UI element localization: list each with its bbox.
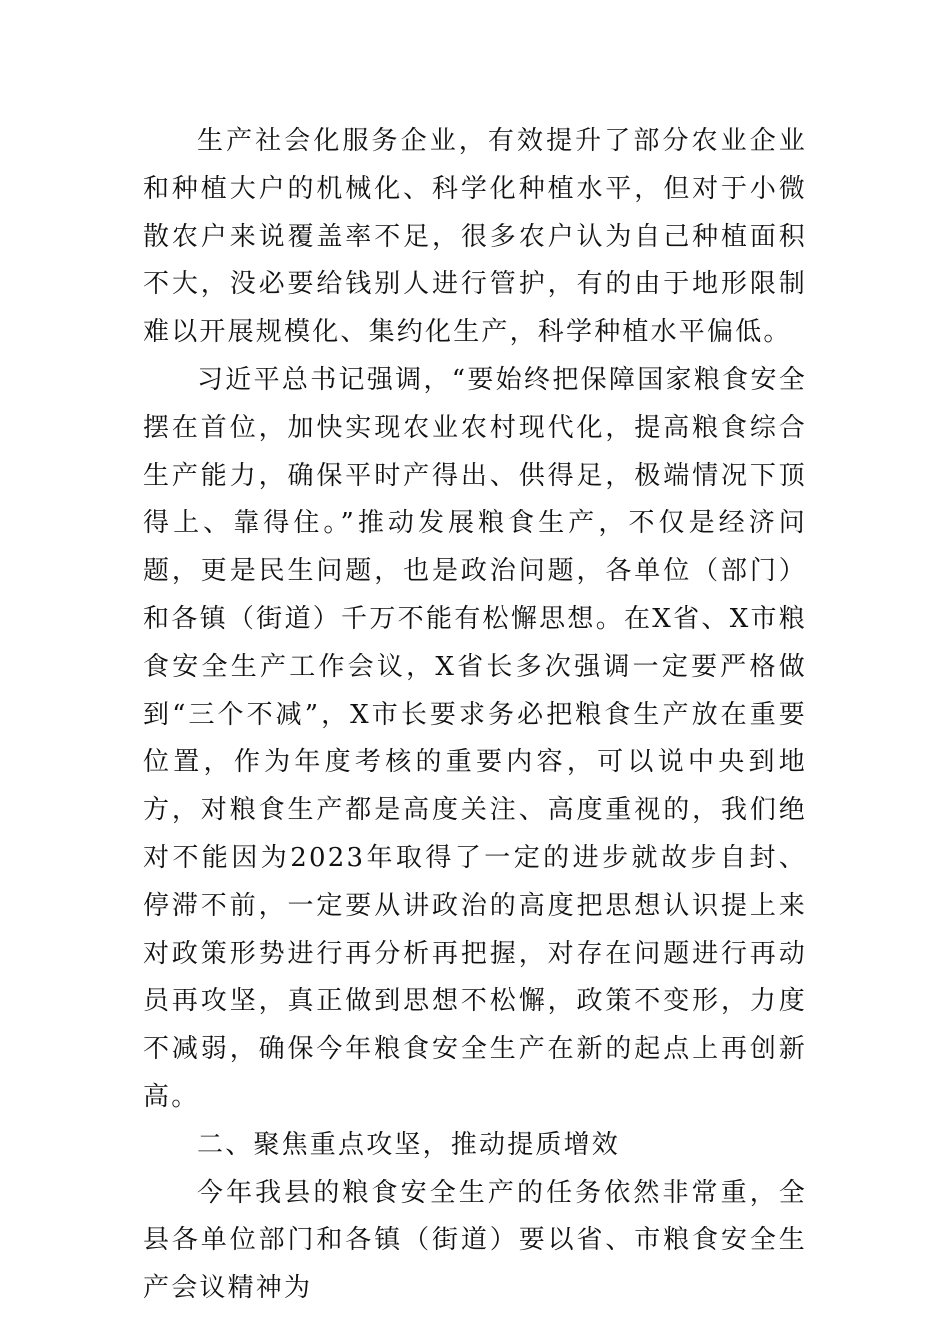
paragraph-county-task: 今年我县的粮食安全生产的任务依然非常重，全县各单位部门和各镇（街道）要以省、市粮食安全生产会议精神为: [143, 1177, 807, 1304]
document-body: [143, 118, 807, 1313]
paragraph-farm-services: 生产社会化服务企业，有效提升了部分农业企业和种植大户的机械化、科学化种植水平，但对于小微散农户来说覆盖率不足，很多农户认为自己种植面积不大，没必要给钱别人进行管护，有的由于地形限制难以开展规模化、集约化生产，科学种植水平偏低。: [143, 126, 807, 348]
paragraph-xi-quote: 习近平总书记强调，“要始终把保障国家粮食安全摆在首位，加快实现农业农村现代化，提高粮食综合生产能力，确保平时产得出、供得足，极端情况下顶得上、靠得住。”推动发展粮食生产，不仅是经济问题，更是民生问题，也是政治问题，各单位（部门）和各镇（街道）千万不能有松懈思想。在X省、X市粮食安全生产工作会议，X省长多次强调一定要严格做到“三个不减”，X市长要求务必把粮食生产放在重要位置，作为年度考核的重要内容，可以说中央到地方，对粮食生产都是高度关注、高度重视的，我们绝对不能因为2023年取得了一定的进步就故步自封、停滞不前，一定要从讲政治的高度把思想认识提上来对政策形势进行再分析再把握，对存在问题进行再动员再攻坚，真正做到思想不松懈，政策不变形，力度不减弱，确保今年粮食安全生产在新的起点上再创新高。: [143, 364, 807, 1112]
section-heading-2: 二、聚焦重点攻坚，推动提质增效: [197, 1129, 621, 1160]
